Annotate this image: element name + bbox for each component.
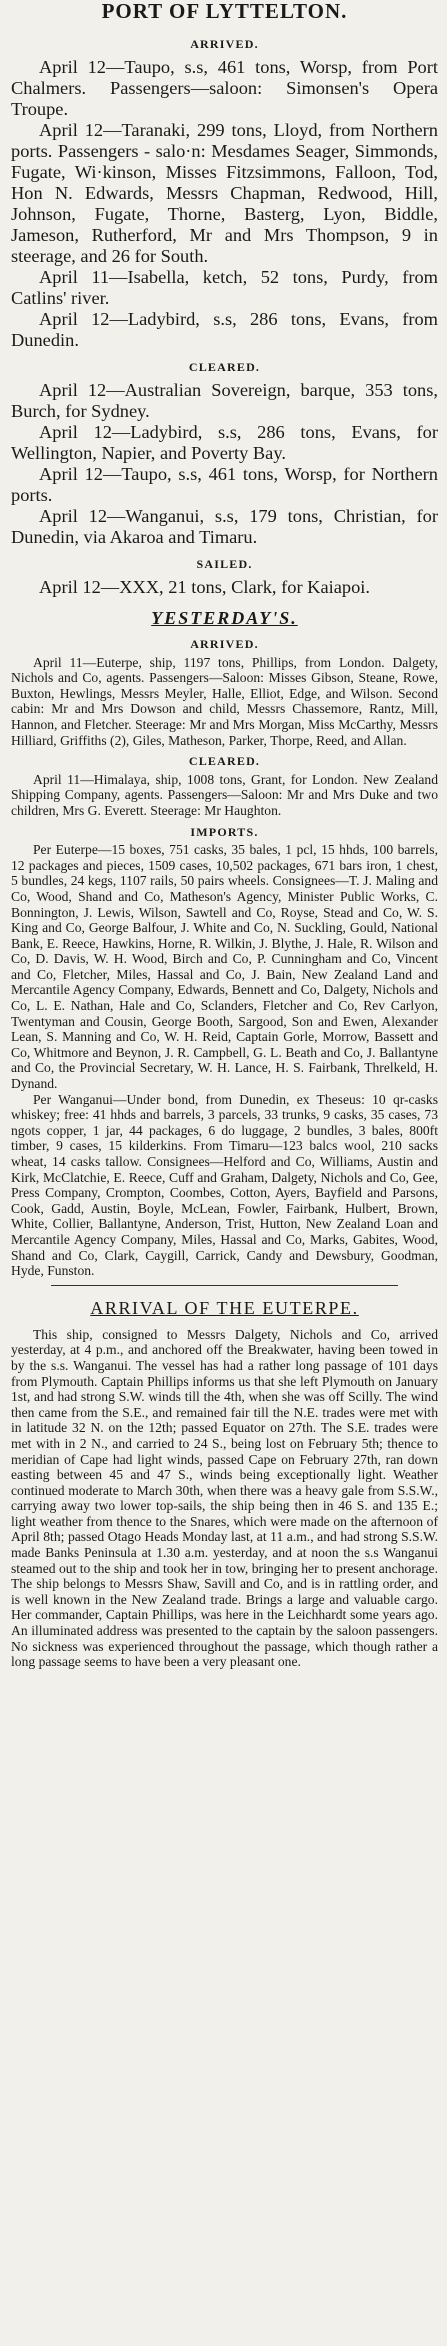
- yesterdays-title: YESTERDAY'S.: [151, 608, 298, 628]
- euterpe-section: [11, 1327, 438, 1670]
- arrival-entry: April 11—Isabella, ketch, 52 tons, Purdy, from Catlins' river.: [11, 267, 438, 308]
- euterpe-title: ARRIVAL OF THE EUTERPE.: [90, 1297, 359, 1318]
- yesterdays-section: [11, 637, 438, 1279]
- euterpe-article: This ship, consigned to Messrs Dalgety, Nichols and Co, arrived yesterday, at 4 p.m., and anchored off the Breakwater, having been towed in by the s.s. Wanganui. The vessel has had a rather long passage of 101 days from Plymouth. Captain Phillips informs us that she left Plymouth on January 1st, and had strong S.W. winds till the 4th, when she was off Scilly. The wind then came from the S.E., and remained fair till the N.E. trades were met with in latitude 32 N. on the 12th; passed Equator on 27th. The S.E. trades were met with in 2 N., and carried to 24 S., being lost on February 5th; thence to meridian of Cape had light winds, passed Cape on February 27th, ran down easting between 45 and 47 S., winds being exceptionally light. Weather continued moderate to March 30th, when there was a heavy gale from S.S.W., carrying away two lower top-sails, the ship being then in 46 S. and 135 E.; light weather from thence to the Snares, which were made on the afternoon of April 8th; passed Otago Heads Monday last, at 11 a.m., and had strong S.S.W. made Banks Peninsula at 1.30 a.m. yesterday, and at noon the s.s Wanganui steamed out to the ship and took her in tow, bringing her to present anchorage. The ship belongs to Messrs Shaw, Savill and Co, and is in rattling order, and is well known in the New Zealand trade. Brings a large and valuable cargo. Her commander, Captain Phillips, was here in the Leichhardt some years ago. An illuminated address was presented to the captain by the saloon passengers. No sickness was experienced throughout the passage, which though rather a long passage seems to have been a very pleasant one.: [11, 1326, 438, 1670]
- cleared-entry: April 12—Ladybird, s.s, 286 tons, Evans, for Wellington, Napier, and Poverty Bay.: [11, 422, 438, 463]
- arrived-heading: ARRIVED.: [190, 637, 259, 651]
- arrival-entry: April 12—Taranaki, 299 tons, Lloyd, from Northern ports. Passengers - salo·n: Mesdames Seager, Simmonds, Fugate, Wi·kinson, Misses Fitzsimmons, Falloon, Tod, Hon N. Edwards, Messrs Chapman, Redwood, Hill, Johnson, Fugate, Thorne, Basterg, Lyon, Biddle, Jameson, Rutherford, Mr and Mrs Thompson, 9 in steerage, and 26 for South.: [11, 120, 438, 266]
- cleared-entry: April 12—Taupo, s.s, 461 tons, Worsp, for Northern ports.: [11, 464, 438, 505]
- imports-entry: Per Wanganui—Under bond, from Dunedin, ex Theseus: 10 qr-casks whiskey; free: 41 hhds and barrels, 3 parcels, 33 trunks, 9 casks, 35 cases, 73 ngots copper, 1 jar, 44 packages, 6 do luggage, 2 bundles, 3 bales, 800ft timber, 9 cases, 15 kilderkins. From Timaru—123 balcs wool, 210 sacks wheat, 14 casks tallow. Consignees—Helford and Co, Williams, Austin and Kirk, McClatchie, E. Reece, Cuff and Graham, Dalgety, Nichols and Co, Gee, Press Company, Crompton, Coombes, Cotton, Ayers, Bayfield and Parsons, Cook, Gadd, Austin, Boyle, McLean, Fowler, Fairbank, Hulbert, Brown, White, Collier, Ballantyne, Anderson, Trist, Hutton, New Zealand Loan and Mercantile Agency Company, Miles, Hassal and Co, Marks, Gabites, Wood, Shand and Co, Clark, Caygill, Carrick, Candy and Dewsbury, Goodman, Hyde, Funston.: [11, 1091, 438, 1279]
- port-section: [11, 34, 438, 598]
- sailed-heading: SAILED.: [196, 557, 253, 571]
- cleared-entry: April 12—Wanganui, s.s, 179 tons, Christian, for Dunedin, via Akaroa and Timaru.: [11, 506, 438, 547]
- arrival-entry: April 11—Euterpe, ship, 1197 tons, Phillips, from London. Dalgety, Nichols and Co, agents. Passengers—Saloon: Misses Gibson, Steane, Rowe, Buxton, Hewlings, Messrs Meyler, Halle, Elliot, Edge, and Wilson. Second cabin: Mr and Mrs Dowson and child, Messrs Chassemore, Rantz, Mill, Hannon, and Fletcher. Steerage: Mr and Mrs Morgan, Miss McCarthy, Messrs Hilliard, Griffiths (2), Giles, Matheson, Parker, Thorpe, Reed, and Allan.: [11, 654, 438, 748]
- arrival-entry: April 12—Taupo, s.s, 461 tons, Worsp, from Port Chalmers. Passengers—saloon: Simonsen's Opera Troupe.: [11, 57, 438, 119]
- divider: [51, 1285, 398, 1286]
- masthead: PORT OF LYTTELTON.: [101, 0, 348, 23]
- cleared-heading: CLEARED.: [188, 754, 261, 769]
- cleared-heading: CLEARED.: [188, 360, 261, 374]
- imports-entry: Per Euterpe—15 boxes, 751 casks, 35 bales, 1 pcl, 15 hhds, 100 barrels, 12 packages and pieces, 1509 cases, 10,502 packages, 671 bars iron, 1 chest, 5 bundles, 24 kegs, 1107 rails, 50 pairs wheels. Consignees—T. J. Maling and Co, Wood, Shand and Co, Matheson's Agency, Minister Public Works, C. Bonnington, J. Lewis, Wilson, Sawtell and Co, Royse, Stead and Co, W. S. King and Co, George Balfour, J. White and Co, N. Suckling, Gould, National Bank, E. Reece, Hawkins, Horne, R. Wilkin, J. Blythe, J. Hale, R. Wilson and Co, D. Davis, W. H. Wood, Birch and Co, P. Cunningham and Co, Vincent and Co, Fletcher, Miles, Hassal and Co, J. Bain, New Zealand Land and Mercantile Agency Company, Edwards, Bennett and Co, Dalgety, Nichols and Co, L. E. Nathan, Hale and Co, Sclanders, Fletcher and Co, Rev Carlyon, Twentyman and Cousin, George Booth, Sargood, Son and Ewen, Alexander Lean, S. Manning and Co, W. H. Reid, Captain Gorle, Morrow, Bassett and Co, Whitmore and Beynon, J. R. Campbell, G. L. Beath and Co, J. Ballantyne and Co, the Provincial Secretary, W. H. Lance, H. S. Fairbank, Threlkeld, H. Dynand.: [11, 842, 438, 1092]
- sailed-entry: April 12—XXX, 21 tons, Clark, for Kaiapoi.: [39, 577, 370, 597]
- arrival-entry: April 12—Ladybird, s.s, 286 tons, Evans, from Dunedin.: [11, 309, 438, 350]
- imports-heading: IMPORTS.: [190, 824, 259, 839]
- cleared-entry: April 11—Himalaya, ship, 1008 tons, Grant, for London. New Zealand Shipping Company, agents. Passengers—Saloon: Mr and Mrs Duke and two children, Mrs G. Everett. Steerage: Mr Haughton.: [11, 771, 438, 818]
- cleared-entry: April 12—Australian Sovereign, barque, 353 tons, Burch, for Sydney.: [11, 380, 438, 421]
- arrived-heading: ARRIVED.: [190, 37, 259, 51]
